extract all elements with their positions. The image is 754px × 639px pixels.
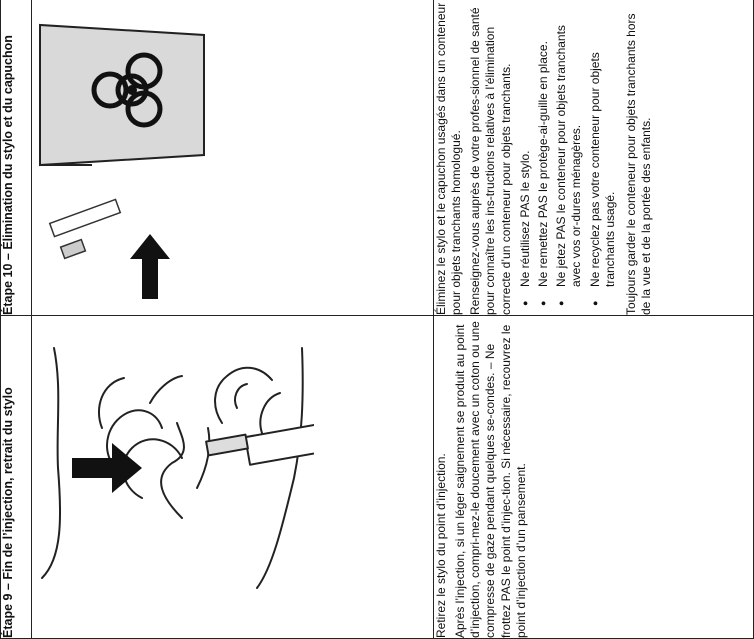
biohazard-container-icon	[32, 3, 212, 315]
list-item: ● Ne jetez PAS le conteneur pour objets tranchants avec vos or-dures ménagères.	[554, 0, 584, 315]
step-10-bullet-list	[518, 0, 618, 315]
step-10-illustration-cell	[32, 0, 434, 316]
hand-removing-pen-icon	[32, 318, 314, 638]
step-10-paragraph: Renseignez-vous auprès de votre profes-sionnel de santé pour connaître les ins-tructions relatives à l’élimination correcte d’un conteneur pour objets tranchants.	[468, 7, 513, 315]
step-9-text-cell	[433, 316, 753, 639]
step-9-title: Étape 9 – Fin de l’injection, retrait du stylo	[1, 316, 32, 639]
step-9-illustration-cell	[32, 316, 434, 639]
step-9-paragraph: Après l’injection, si un léger saignement se produit au point d’injection, compri-mez-le doucement avec un coton ou une compresse de gaze pendant quelques se-condes. – Ne frottez PAS le point d’injec-tion. Si nécessaire, recouvrez le point d’injection d’un pansement.	[452, 321, 528, 638]
step-10-title: Étape 10 – Élimination du stylo et du capuchon	[1, 0, 32, 316]
step-9-paragraph: Retirez le stylo du point d’injection.	[433, 453, 448, 638]
step-10-closing-note: Toujours garder le conteneur pour objets tranchants hors de la vue et de la portée des enfants.	[623, 13, 654, 315]
step-10-paragraph: Éliminez le stylo et le capuchon usagés dans un conteneur pour objets tranchants homologué.	[433, 2, 463, 315]
list-item: ● Ne réutilisez PAS le stylo.	[518, 0, 533, 315]
list-item: ● Ne remettez PAS le protège-ai-guille en place.	[536, 0, 551, 315]
step-10-text-cell	[433, 0, 753, 316]
list-item: ● Ne recyclez pas votre conteneur pour objets tranchants usagé.	[588, 0, 618, 315]
